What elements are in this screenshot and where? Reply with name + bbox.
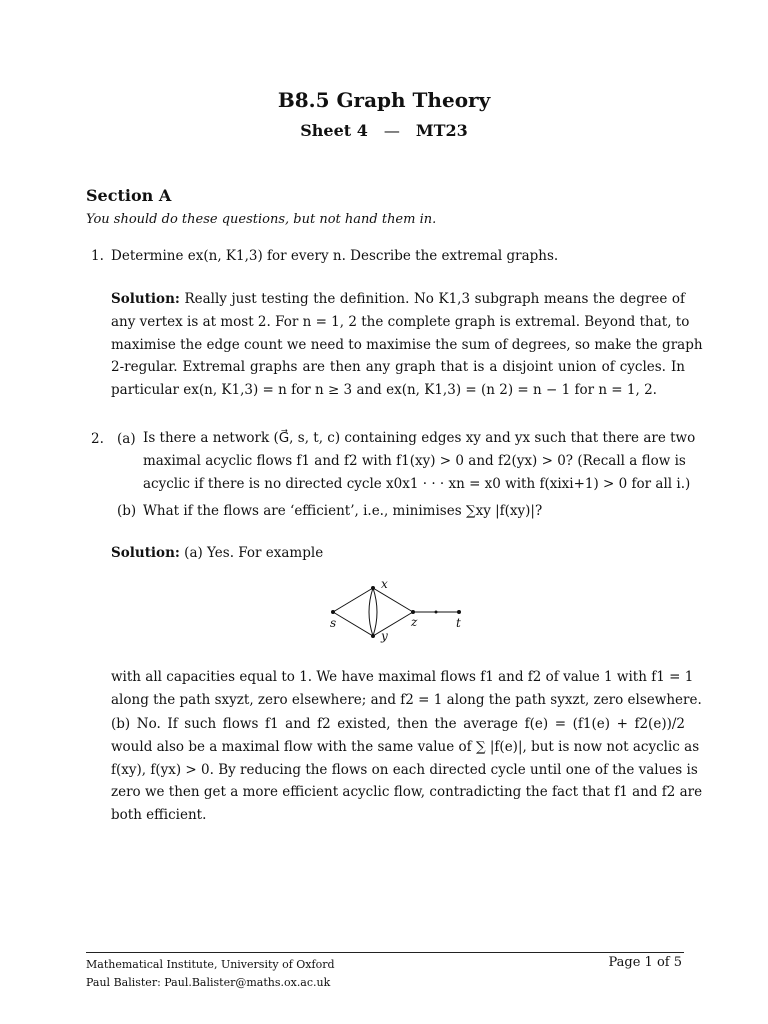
network-diagram <box>325 578 475 646</box>
page-number: Page 1 of 5 <box>608 955 682 970</box>
vertex-x <box>371 586 375 590</box>
question-2b-text: What if the flows are ‘efficient’, i.e., minimises ∑xy |f(xy)|? <box>143 503 543 519</box>
question-2a-label: (a) <box>117 431 136 447</box>
subtitle-separator: — <box>383 121 400 140</box>
question-2a-text <box>143 427 696 495</box>
edge-sx <box>333 588 373 612</box>
page-subtitle <box>0 121 768 140</box>
label-x: x <box>381 578 388 591</box>
question-line: Is there a network (G⃗, s, t, c) containing edges xy and yx such that there are two <box>143 430 696 446</box>
solution-line: 2-regular. Extremal graphs are then any graph that is a disjoint union of cycles. In <box>111 359 685 376</box>
solution-line: particular ex(n, K1,3) = n for n ≥ 3 and ex(n, K1,3) = (n 2) = n − 1 for n = 1, 2. <box>111 382 657 399</box>
solution-label: Solution: <box>111 291 180 307</box>
edge-yx <box>373 588 377 636</box>
solution-line: would also be a maximal flow with the same value of ∑ |f(e)|, but is now not acyclic as <box>111 738 700 755</box>
edge-xy <box>369 588 373 636</box>
section-title: Section A <box>86 186 172 205</box>
vertex-y <box>371 634 375 638</box>
edge-xz <box>373 588 413 612</box>
footer-author: Paul Balister: Paul.Balister@maths.ox.ac.uk <box>86 976 331 989</box>
figure-explanation <box>111 666 702 712</box>
question-1-text: Determine ex(n, K1,3) for every n. Describe the extremal graphs. <box>111 248 559 264</box>
question-line: acyclic if there is no directed cycle x0x1 · · · xn = x0 with f(xixi+1) > 0 for all i.) <box>143 475 691 492</box>
vertex-s <box>331 610 335 614</box>
solution-line: f(xy), f(yx) > 0. By reducing the flows on each directed cycle until one of the values is <box>111 761 698 778</box>
label-y: y <box>381 629 388 643</box>
label-t: t <box>456 616 461 630</box>
edge-yz <box>373 612 413 636</box>
question-1-solution <box>111 288 703 402</box>
vertex-t <box>457 610 461 614</box>
question-1-number: 1. <box>91 248 104 264</box>
question-2b-label: (b) <box>117 503 137 519</box>
solution-label: Solution: <box>111 545 180 561</box>
solution-line: zero we then get a more efficient acyclic flow, contradicting the fact that f1 and f2 are <box>111 784 703 801</box>
question-2-number: 2. <box>91 431 104 447</box>
question-2b-solution <box>111 713 703 827</box>
vertex-z <box>411 610 415 614</box>
solution-line: both efficient. <box>111 807 207 824</box>
solution-line: any vertex is at most 2. For n = 1, 2 the complete graph is extremal. Beyond that, to <box>111 313 690 330</box>
solution-line: maximise the edge count we need to maximise the sum of degrees, so make the graph <box>111 336 703 353</box>
footer-info <box>86 956 335 992</box>
edge-midpoint <box>435 611 438 614</box>
label-z: z <box>411 615 418 629</box>
solution-line: Solution: Really just testing the definition. No K1,3 subgraph means the degree of <box>111 291 685 307</box>
question-line: maximal acyclic flows f1 and f2 with f1(xy) > 0 and f2(yx) > 0? (Recall a flow is <box>143 452 686 469</box>
solution-line: (b) No. If such flows f1 and f2 existed, then the average f(e) = (f1(e) + f2(e))/2 <box>111 716 685 732</box>
label-s: s <box>330 616 337 630</box>
section-note: You should do these questions, but not hand them in. <box>86 212 437 227</box>
footer-divider <box>86 952 684 953</box>
footer-institute: Mathematical Institute, University of Oxford <box>86 958 335 971</box>
question-2-solution-intro: Solution: (a) Yes. For example <box>111 545 324 561</box>
page-title: B8.5 Graph Theory <box>277 88 491 112</box>
solution-line: with all capacities equal to 1. We have maximal flows f1 and f2 of value 1 with f1 = 1 <box>111 669 694 685</box>
edge-sy <box>333 612 373 636</box>
solution-line: along the path sxyzt, zero elsewhere; and f2 = 1 along the path syxzt, zero elsewhere. <box>111 691 702 708</box>
term-label: MT23 <box>415 121 468 140</box>
sheet-label: Sheet 4 <box>300 121 368 140</box>
